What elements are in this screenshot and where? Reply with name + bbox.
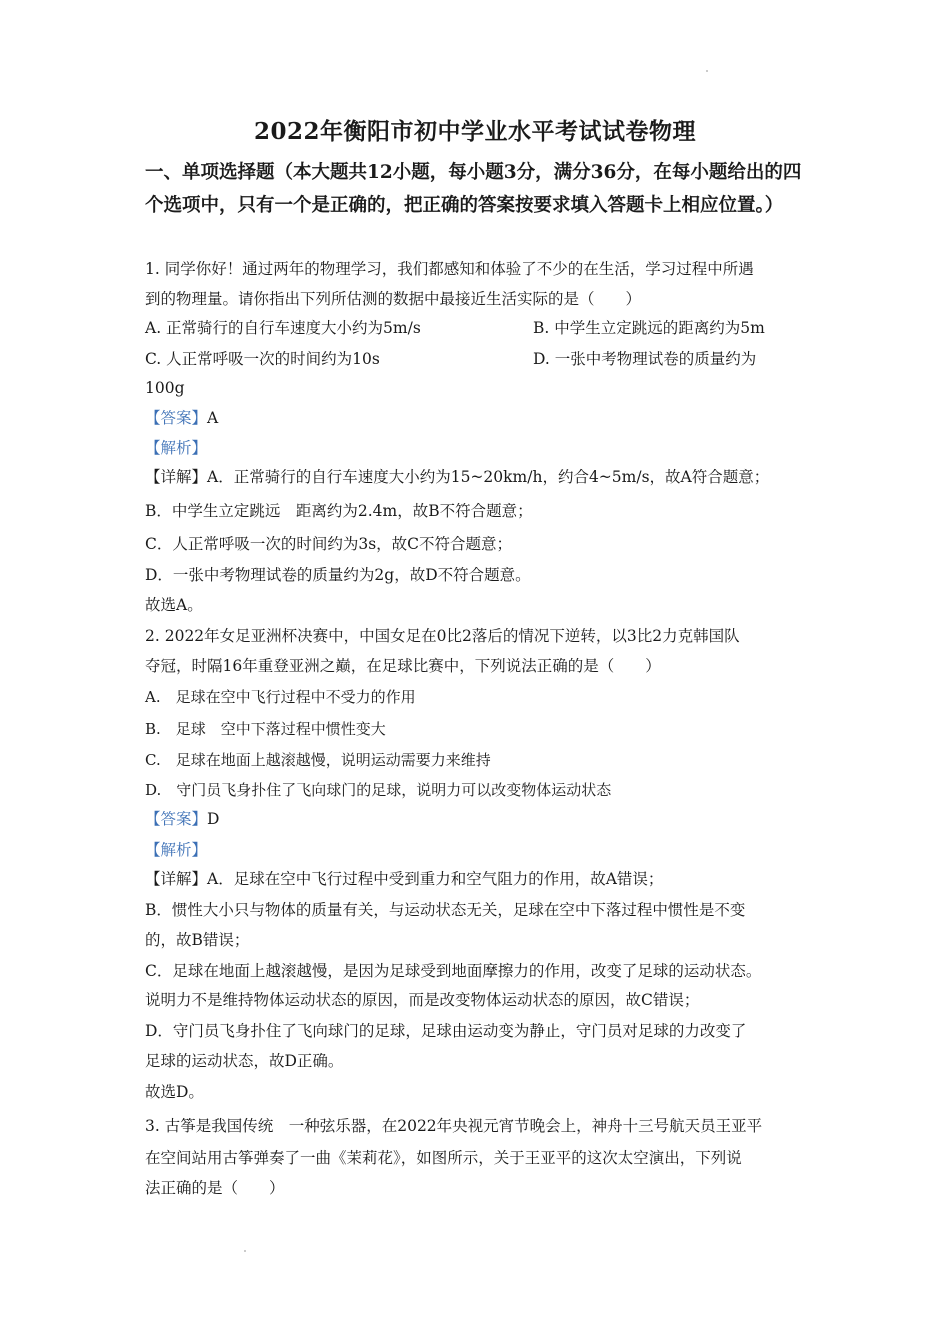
detail-text: A．足球在空中飞行过程中受到重力和空气阻力的作用，故A错误； bbox=[207, 870, 664, 888]
q1-detail-d: D．一张中考物理试卷的质量约为2g，故D不符合题意。 bbox=[145, 566, 531, 584]
q1-option-d-cont: 100g bbox=[145, 379, 185, 397]
q1-option-b: B. 中学生立定跳远的距离约为5m bbox=[533, 319, 765, 337]
q2-detail-c: C．足球在地面上越滚越慢，是因为足球受到地面摩擦力的作用，改变了足球的运动状态。 bbox=[145, 962, 762, 980]
q1-option-d: D. 一张中考物理试卷的质量约为 bbox=[533, 350, 757, 368]
q2-answer bbox=[145, 807, 219, 831]
q2-stem-line2: 夺冠，时隔16年重登亚洲之巅，在足球比赛中，下列说法正确的是（ ） bbox=[145, 657, 661, 675]
detail-tag: 【详解】 bbox=[145, 468, 208, 486]
q1-conclusion: 故选A。 bbox=[145, 596, 203, 614]
q2-detail-c-cont: 说明力不是维持物体运动状态的原因，而是改变物体运动状态的原因，故C错误； bbox=[145, 991, 700, 1009]
answer-value: A bbox=[207, 409, 219, 427]
detail-tag: 【详解】 bbox=[145, 870, 208, 888]
q2-option-d: D. 守门员飞身扑住了飞向球门的足球，说明力可以改变物体运动状态 bbox=[145, 781, 612, 799]
q2-detail-a bbox=[145, 867, 663, 891]
q1-option-a: A. 正常骑行的自行车速度大小约为5m/s bbox=[145, 319, 421, 337]
q2-detail-d: D．守门员飞身扑住了飞向球门的足球，足球由运动变为静止，守门员对足球的力改变了 bbox=[145, 1022, 747, 1040]
q2-option-b: B. 足球 空中下落过程中惯性变大 bbox=[145, 720, 386, 738]
page-title: 2022年衡阳市初中学业水平考试试卷物理 bbox=[253, 118, 696, 145]
q1-detail-b: B．中学生立定跳远 距离约为2.4m，故B不符合题意； bbox=[145, 502, 533, 520]
q3-stem-line3: 法正确的是（ ） bbox=[145, 1179, 285, 1197]
answer-value: D bbox=[207, 810, 220, 828]
q1-analysis-tag: 【解析】 bbox=[145, 439, 208, 457]
q1-detail-c: C．人正常呼吸一次的时间约为3s，故C不符合题意； bbox=[145, 535, 513, 553]
q2-option-a: A. 足球在空中飞行过程中不受力的作用 bbox=[145, 688, 416, 706]
q2-option-c: C. 足球在地面上越滚越慢，说明运动需要力来维持 bbox=[145, 751, 491, 769]
q2-stem-line1: 2. 2022年女足亚洲杯决赛中，中国女足在0比2落后的情况下逆转，以3比2力克韩国队 bbox=[145, 627, 740, 645]
q1-detail-a bbox=[145, 465, 769, 489]
scan-dot bbox=[706, 70, 708, 72]
q2-detail-b-cont: 的，故B错误； bbox=[145, 931, 250, 949]
section-heading: 一、单项选择题（本大题共12小题，每小题3分，满分36分，在每小题给出的四个选项中，只有一个是正确的，把正确的答案按要求填入答题卡上相应位置。） bbox=[145, 162, 802, 216]
q1-answer bbox=[145, 406, 218, 430]
q1-option-c: C. 人正常呼吸一次的时间约为10s bbox=[145, 350, 380, 368]
q2-detail-b: B．惯性大小只与物体的质量有关，与运动状态无关，足球在空中下落过程中惯性是不变 bbox=[145, 901, 746, 919]
q2-analysis-tag: 【解析】 bbox=[145, 841, 208, 859]
detail-text: A．正常骑行的自行车速度大小约为15~20km/h，约合4~5m/s，故A符合题意； bbox=[207, 468, 770, 486]
answer-tag: 【答案】 bbox=[145, 810, 208, 828]
q3-stem-line1: 3. 古筝是我国传统 一种弦乐器，在2022年央视元宵节晚会上，神舟十三号航天员王亚平 bbox=[145, 1117, 763, 1135]
q2-conclusion: 故选D。 bbox=[145, 1083, 204, 1101]
q1-stem-line1: 1. 同学你好！通过两年的物理学习，我们都感知和体验了不少的在生活，学习过程中所遇 bbox=[145, 260, 754, 278]
scan-dot bbox=[244, 1250, 246, 1252]
q1-stem-line2: 到的物理量。请你指出下列所估测的数据中最接近生活实际的是（ ） bbox=[145, 290, 642, 308]
answer-tag: 【答案】 bbox=[145, 409, 208, 427]
q2-detail-d-cont: 足球的运动状态，故D正确。 bbox=[145, 1052, 344, 1070]
q3-stem-line2: 在空间站用古筝弹奏了一曲《茉莉花》，如图所示，关于王亚平的这次太空演出，下列说 bbox=[145, 1149, 742, 1167]
